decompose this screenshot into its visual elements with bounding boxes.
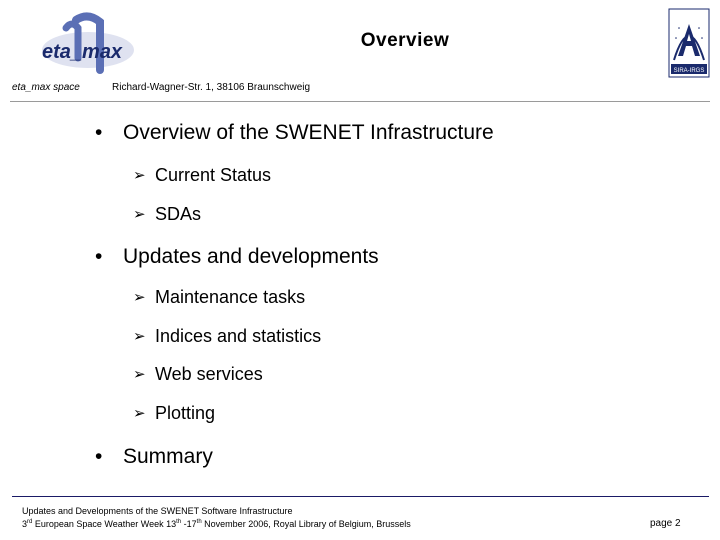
sira-logo — [668, 8, 710, 78]
page-title: Overview — [360, 30, 450, 51]
arrow-bullet-icon: ➢ — [133, 289, 146, 306]
logo-text: eta_max — [42, 41, 123, 63]
bullet-text: Updates and developments — [123, 245, 379, 268]
footer-superscript: rd — [27, 519, 33, 525]
sub-item-text: Maintenance tasks — [155, 287, 306, 307]
bullet-dot: • — [95, 445, 103, 468]
footer-divider — [12, 496, 709, 497]
footer-superscript: th — [196, 519, 202, 525]
footer-superscript: th — [176, 519, 182, 525]
bullet-text: Summary — [123, 445, 213, 468]
tagline: eta_max space — [12, 82, 80, 93]
arrow-bullet-icon: ➢ — [133, 405, 146, 422]
bullet-dot: • — [95, 245, 103, 268]
sub-item-text: Current Status — [155, 165, 272, 185]
footer-text: European Space Weather Week 13 — [32, 519, 177, 529]
footer-text: November 2006, Royal Library of Belgium, Brussels — [201, 519, 411, 529]
header-divider — [10, 101, 710, 102]
arrow-bullet-icon: ➢ — [133, 206, 146, 223]
bullet-dot: • — [95, 121, 103, 144]
arrow-bullet-icon: ➢ — [133, 366, 146, 383]
footer-text: 3 — [22, 519, 28, 529]
eta-max-logo — [36, 10, 146, 74]
page-number: page 2 — [650, 518, 681, 529]
bullet-text: Overview of the SWENET Infrastructure — [123, 121, 494, 144]
sub-item-text: SDAs — [155, 204, 202, 224]
footer-line-2 — [22, 519, 411, 529]
footer-line-1: Updates and Developments of the SWENET Software Infrastructure — [22, 506, 293, 516]
address: Richard-Wagner-Str. 1, 38106 Braunschweig — [112, 82, 311, 93]
sub-item-text: Indices and statistics — [155, 326, 322, 346]
arrow-bullet-icon: ➢ — [133, 167, 146, 184]
arrow-bullet-icon: ➢ — [133, 328, 146, 345]
footer-text: -17 — [181, 519, 197, 529]
right-logo-text: SIRA-IRGS — [673, 68, 705, 74]
sub-item-text: Web services — [155, 364, 263, 384]
sub-item-text: Plotting — [155, 403, 216, 423]
